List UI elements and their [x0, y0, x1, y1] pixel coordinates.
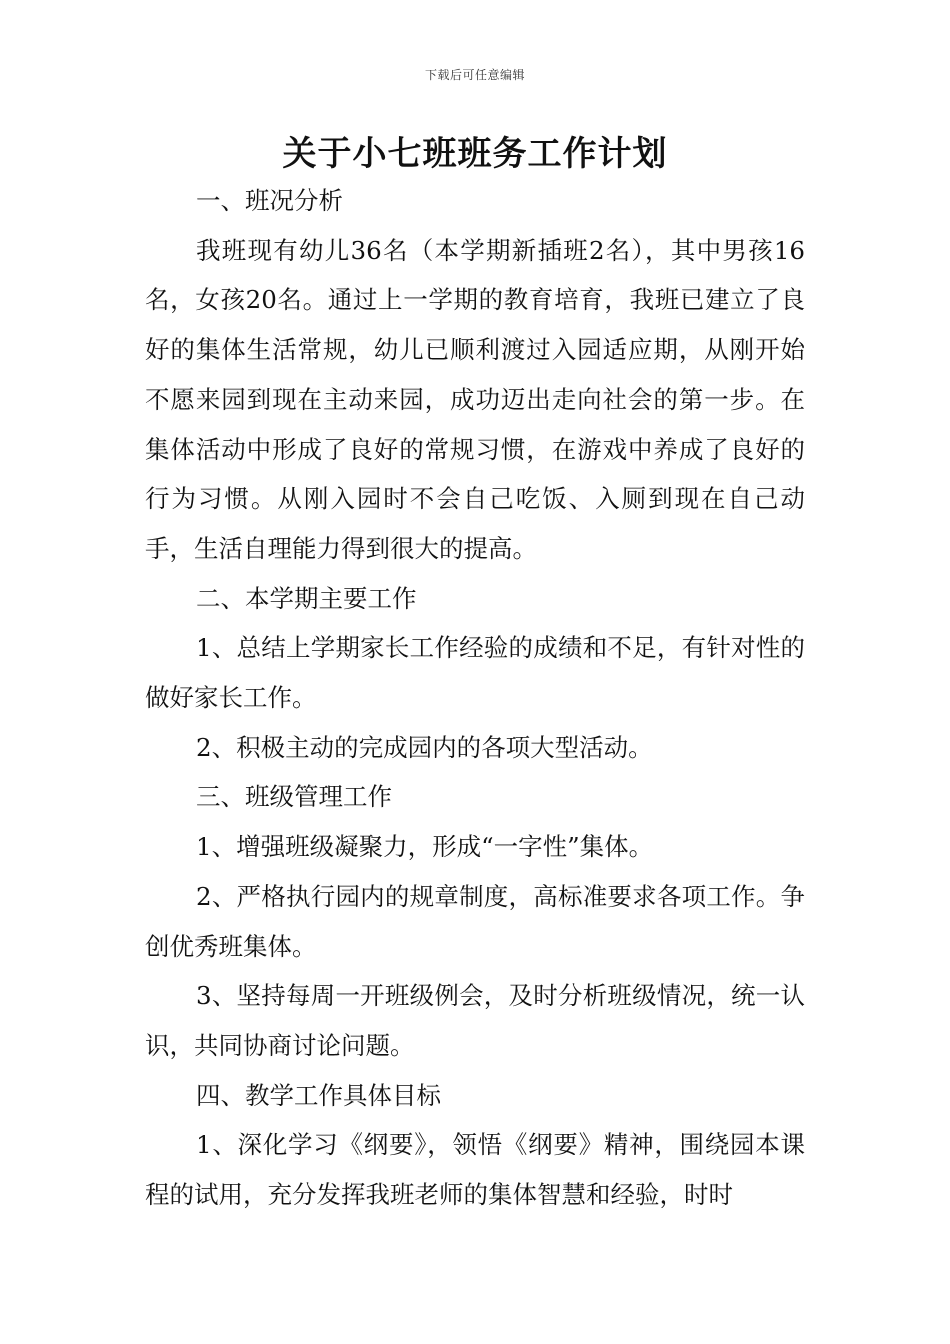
paragraph: 1、深化学习《纲要》，领悟《纲要》精神，围绕园本课程的试用，充分发挥我班老师的集体智慧和经验，时时 [145, 1130, 805, 1210]
header-note: 下载后可任意编辑 [424, 68, 525, 82]
paragraph: 1、增强班级凝聚力，形成“一字性”集体。 [196, 832, 654, 862]
paragraph: 1、总结上学期家长工作经验的成绩和不足，有针对性的做好家长工作。 [145, 633, 805, 713]
document-body [145, 176, 805, 1220]
paragraph: 我班现有幼儿36名（本学期新插班2名），其中男孩16名，女孩20名。通过上一学期的教育培育，我班已建立了良好的集体生活常规，幼儿已顺利渡过入园适应期，从刚开始不愿来园到现在主动来园，成功迈出走向社会的第一步。在集体活动中形成了良好的常规习惯，在游戏中养成了良好的行为习惯。从刚入园时不会自己吃饭、入厕到现在自己动手，生活自理能力得到很大的提高。 [145, 235, 805, 563]
paragraph: 2、严格执行园内的规章制度，高标准要求各项工作。争创优秀班集体。 [145, 881, 805, 961]
section-heading: 三、班级管理工作 [196, 782, 392, 812]
page-title: 关于小七班班务工作计划 [282, 134, 668, 174]
section-heading: 一、班况分析 [196, 186, 343, 215]
paragraph: 3、坚持每周一开班级例会，及时分析班级情况，统一认识，共同协商讨论问题。 [145, 981, 805, 1060]
paragraph: 2、积极主动的完成园内的各项大型活动。 [196, 732, 653, 762]
section-heading: 四、教学工作具体目标 [196, 1080, 441, 1110]
section-heading: 二、本学期主要工作 [196, 583, 417, 613]
